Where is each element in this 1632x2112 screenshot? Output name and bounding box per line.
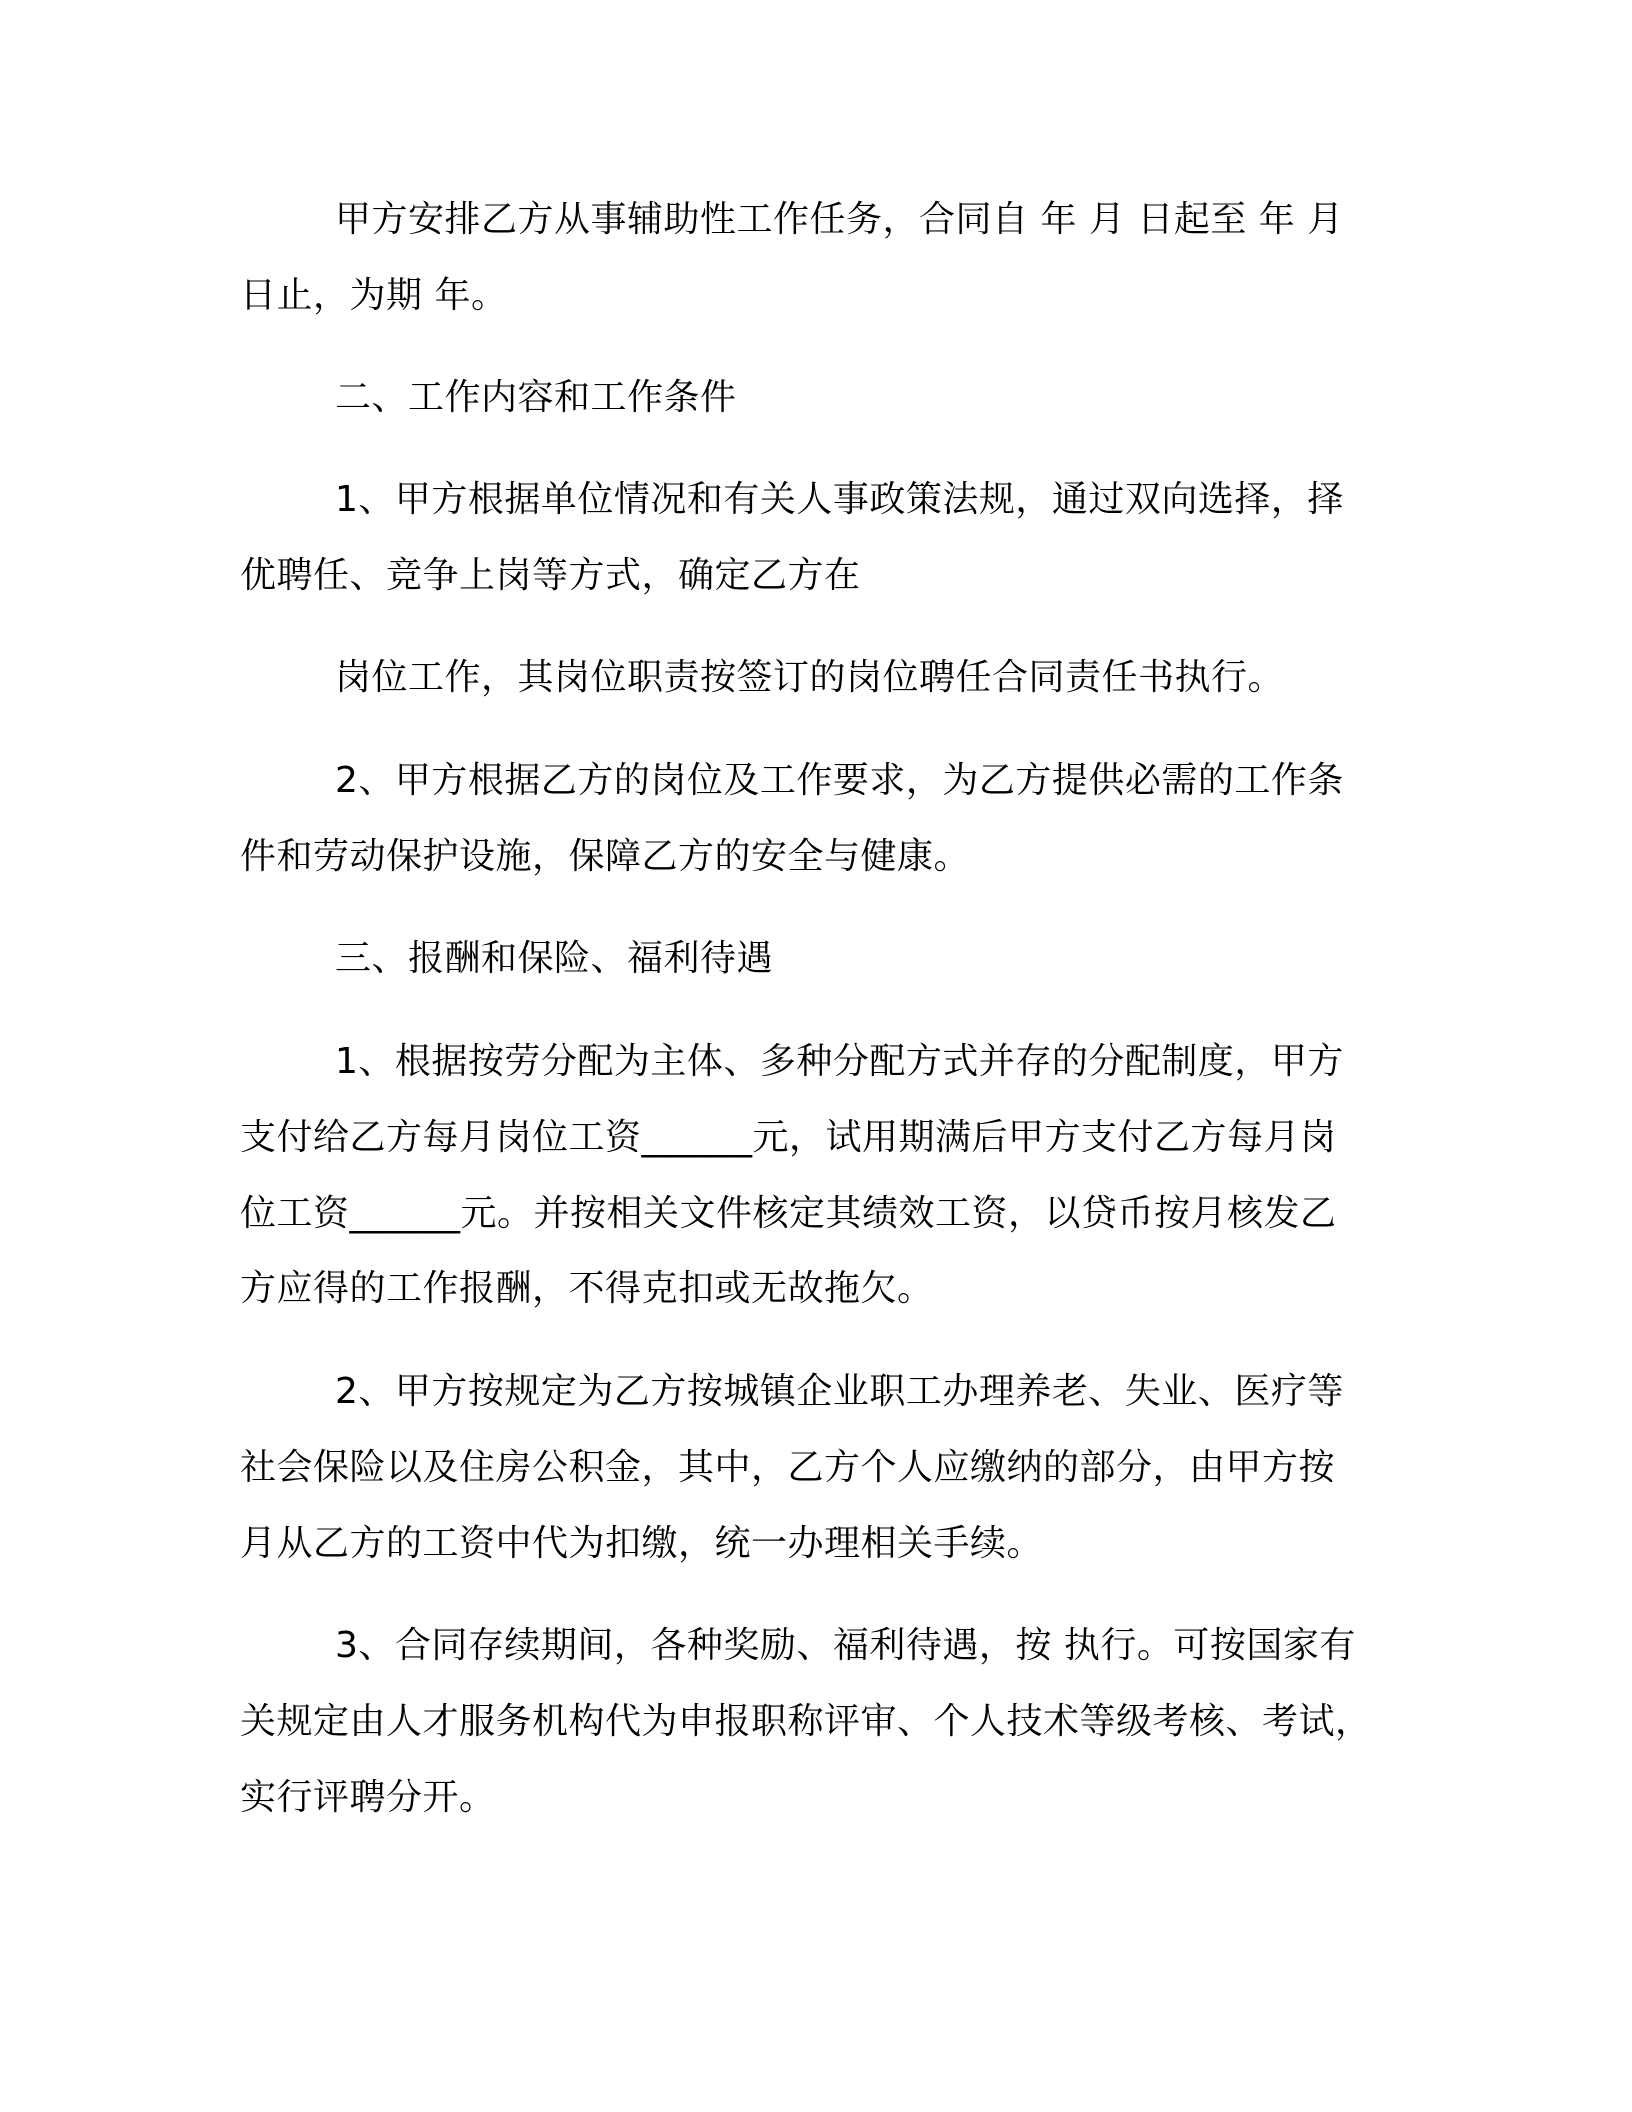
item-3-1-line-4: 方应得的工作报酬，不得克扣或无故拖欠。 [240,1268,934,1309]
item-2-1-line-2: 优聘任、竞争上岗等方式，确定乙方在 [240,555,861,596]
item-3-1-line-3: 位工资______元。并按相关文件核定其绩效工资，以贷币按月核发乙 [240,1193,1337,1234]
item-3-3-line-3: 实行评聘分开。 [240,1777,496,1818]
item-2-1-continuation: 岗位工作，其岗位职责按签订的岗位聘任合同责任书执行。 [335,657,1285,698]
item-3-3-line-2: 关规定由人才服务机构代为申报职称评审、个人技术等级考核、考试， [240,1701,1372,1742]
item-3-1-line-1: 1、根据按劳分配为主体、多种分配方式并存的分配制度，甲方 [335,1041,1344,1082]
item-2-2-line-1: 2、甲方根据乙方的岗位及工作要求，为乙方提供必需的工作条 [335,760,1344,801]
section-heading-2: 二、工作内容和工作条件 [335,377,737,418]
item-2-1-line-1: 1、甲方根据单位情况和有关人事政策法规，通过双向选择，择 [335,479,1344,520]
item-3-1-line-2: 支付给乙方每月岗位工资______元，试用期满后甲方支付乙方每月岗 [240,1117,1337,1158]
item-3-2-line-3: 月从乙方的工资中代为扣缴，统一办理相关手续。 [240,1523,1044,1564]
section-heading-3: 三、报酬和保险、福利待遇 [335,938,774,979]
item-3-2-line-1: 2、甲方按规定为乙方按城镇企业职工办理养老、失业、医疗等 [335,1371,1344,1412]
item-3-2-line-2: 社会保险以及住房公积金，其中，乙方个人应缴纳的部分，由甲方按 [240,1447,1336,1488]
term-line-2: 日止，为期 年。 [240,275,508,316]
item-3-3-line-1: 3、合同存续期间，各种奖励、福利待遇，按 执行。可按国家有 [335,1625,1356,1666]
item-2-2-line-2: 件和劳动保护设施，保障乙方的安全与健康。 [240,836,971,877]
term-line-1: 甲方安排乙方从事辅助性工作任务，合同自 年 月 日起至 年 月 [335,199,1344,240]
